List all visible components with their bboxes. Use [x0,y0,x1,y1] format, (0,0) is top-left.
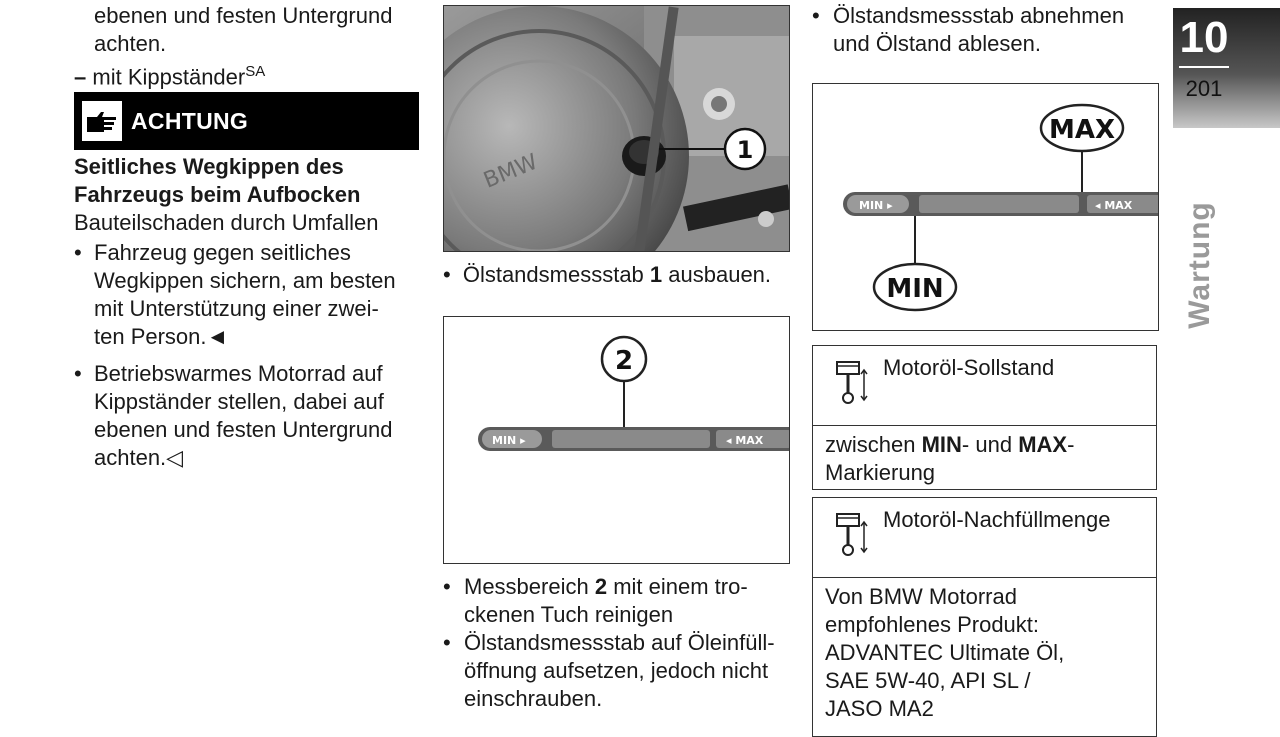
bullet-line: Fahrzeug gegen seitliches [94,240,351,265]
section-label-wrap [1178,200,1222,330]
bullet-line: ckenen Tuch reinigen [464,602,674,627]
spec-value [825,583,1155,723]
section-label: Wartung [1183,201,1216,329]
warning-label: ACHTUNG [131,107,249,134]
dash-mark: – [74,64,87,90]
spec-title: Motoröl-Nachfüllmenge [883,507,1111,532]
min-label: MIN [886,274,944,304]
bullet-line: einschrauben. [464,686,603,711]
spec-header [813,346,1156,426]
spec-value [825,431,1155,487]
gauge-min-label: MIN ▸ [492,434,526,447]
step-text: Ölstandsmessstab [462,262,650,287]
callout-2: 2 [614,346,634,376]
bullet-item [443,629,793,713]
oil-piston-icon [833,512,869,558]
spec-box-oil-target [812,345,1157,490]
bullet-line: Kippständer stellen, dabei auf [94,389,384,414]
spec-title: Motoröl-Sollstand [883,355,1055,380]
gauge-max-label: ◂ MAX [726,434,764,447]
bullet-line: mit Unterstützung einer zwei- [94,296,379,321]
bullet-item [74,360,424,472]
warning-subtitle: Bauteilschaden durch Umfallen [74,210,379,235]
engine-photo [443,5,790,252]
chapter-tab [1173,8,1280,128]
oil-level-figure [812,83,1159,331]
bullet-item [812,2,1162,58]
bullet-item [443,573,793,629]
spec-line: Von BMW Motorrad [825,584,1017,609]
spec-header [813,498,1156,578]
max-label: MAX [1048,115,1116,145]
bullet-line: achten.◁ [94,445,184,470]
kick-stand-sup: SA [245,63,266,80]
bullet-line: Messbereich 2 mit einem tro- [464,574,748,599]
spec-line: JASO MA2 [825,696,934,721]
bullet-line: Wegkippen sichern, am besten [94,268,396,293]
step-ref: 1 [649,262,663,287]
bullet-line: Betriebswarmes Motorrad auf [94,361,383,386]
callout-1: 1 [736,136,754,164]
gauge-max-label: ◂ MAX [1095,199,1133,212]
text-line: ebenen und festen Untergrund [94,3,393,28]
dipstick-figure [443,316,790,564]
bullet-mark: • [443,574,451,599]
warning-heading-line: Fahrzeugs beim Aufbocken [74,182,361,207]
bullet-line: ebenen und festen Untergrund [94,417,393,442]
chapter-divider [1179,66,1229,68]
bullet-mark: • [443,630,451,655]
page-number: 201 [1185,76,1223,101]
step-text: ausbauen. [662,262,772,287]
dash-item [74,58,265,91]
bullet-mark: • [74,361,82,386]
bullet-mark: • [74,240,82,265]
bullet-line: Ölstandsmessstab abnehmen [833,3,1125,28]
warning-bar [74,92,419,150]
bullet-line: öffnung aufsetzen, jedoch nicht [464,658,769,683]
text-line: achten. [94,31,167,56]
chapter-number: 10 [1179,13,1229,62]
spec-line: empfohlenes Produkt: [825,612,1040,637]
spec-box-oil-refill [812,497,1157,737]
bullet-line: Ölstandsmessstab auf Öleinfüll- [464,630,775,655]
spec-line: Markierung [825,460,936,485]
oil-piston-icon [833,360,869,406]
bullet-mark: • [443,262,451,287]
bullet-line: ten Person.◄ [94,324,229,349]
warning-hand-icon [82,101,122,141]
spec-line: zwischen MIN- und MAX- [825,432,1075,457]
bullet-mark: • [812,3,820,28]
bullet-line: und Ölstand ablesen. [833,31,1041,56]
kick-stand-text: mit Kippständer [92,64,246,90]
engine-logo: BMW [480,149,542,194]
gauge-min-label: MIN ▸ [859,199,893,212]
warning-heading-line: Seitliches Wegkippen des [74,154,344,179]
spec-line: SAE 5W-40, API SL / [825,668,1031,693]
step-ref: 2 [594,574,608,599]
engine-illustration [444,6,790,252]
oil-level-illustration [813,84,1159,331]
step-remove-dipstick [443,261,771,289]
dipstick-illustration [444,317,790,564]
bullet-item [74,239,424,351]
spec-line: ADVANTEC Ultimate Öl, [825,640,1065,665]
